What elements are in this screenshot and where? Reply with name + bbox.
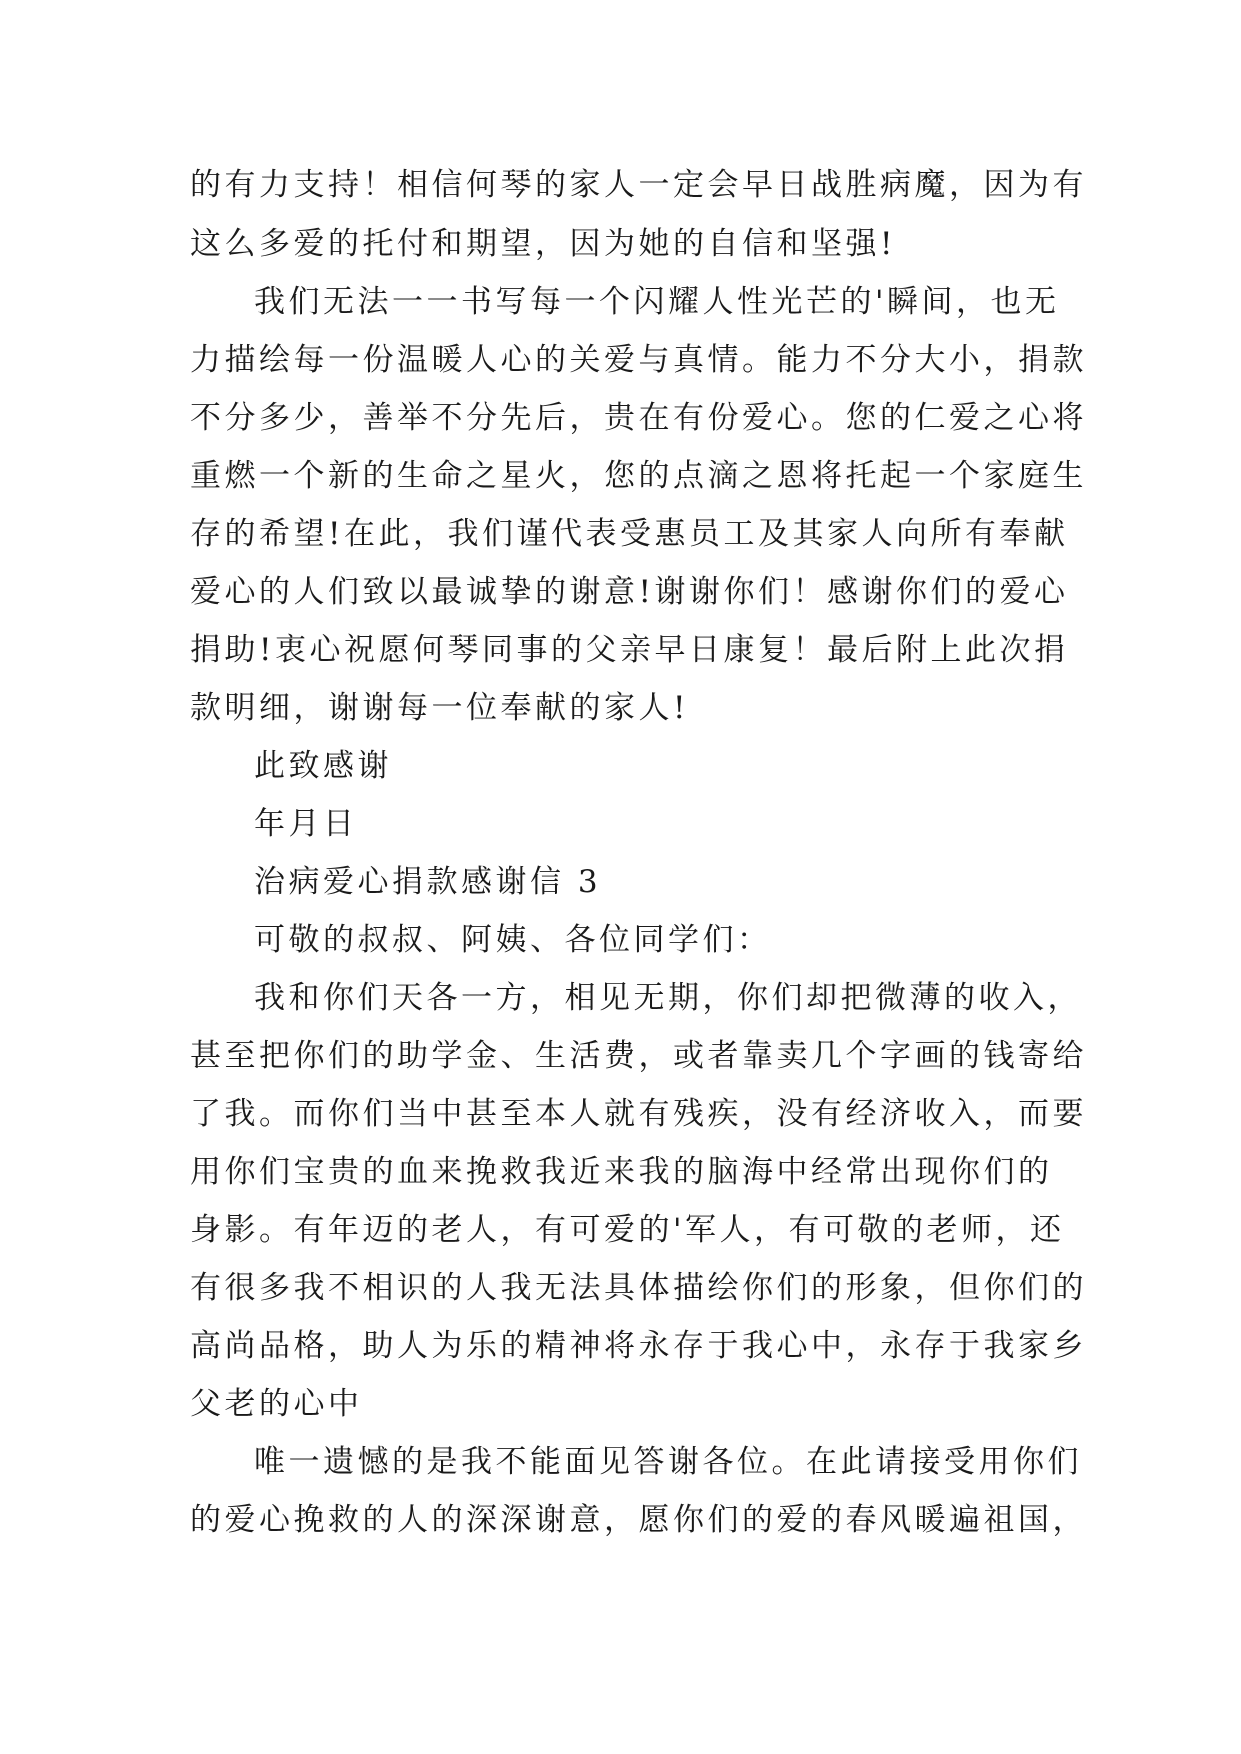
text-line: 父老的心中 [190,1386,363,1422]
paragraph-start-line: 我和你们天各一方，相见无期，你们却把微薄的收入， [254,980,1082,1016]
text-line: 甚至把你们的助学金、生活费，或者靠卖几个字画的钱寄给 [190,1038,1087,1074]
letter-title: 治病爱心捐款感谢信 3 [254,864,602,900]
text-line: 高尚品格，助人为乐的精神将永存于我心中，永存于我家乡 [190,1328,1087,1364]
paragraph-start-line: 唯一遗憾的是我不能面见答谢各位。在此请接受用你们 [254,1444,1082,1480]
text-line: 力描绘每一份温暖人心的关爱与真情。能力不分大小，捐款 [190,342,1087,378]
paragraph-start-line: 我们无法一一书写每一个闪耀人性光芒的'瞬间，也无 [254,284,1060,320]
text-line: 身影。有年迈的老人，有可爱的'军人，有可敬的老师，还 [190,1212,1065,1248]
text-line: 爱心的人们致以最诚挚的谢意!谢谢你们！感谢你们的爱心 [190,574,1069,610]
text-line: 的爱心挽救的人的深深谢意，愿你们的爱的春风暖遍祖国， [190,1502,1087,1538]
text-line: 用你们宝贵的血来挽救我近来我的脑海中经常出现你们的 [190,1154,1053,1190]
text-line: 款明细，谢谢每一位奉献的家人! [190,690,689,726]
text-line: 有很多我不相识的人我无法具体描绘你们的形象，但你们的 [190,1270,1087,1306]
text-line: 重燃一个新的生命之星火，您的点滴之恩将托起一个家庭生 [190,458,1087,494]
letter-greeting: 可敬的叔叔、阿姨、各位同学们： [254,922,772,958]
date-line: 年月日 [254,806,358,842]
closing-salutation: 此致感谢 [254,748,392,784]
text-line: 捐助!衷心祝愿何琴同事的父亲早日康复！最后附上此次捐 [190,632,1069,668]
text-line: 这么多爱的托付和期望，因为她的自信和坚强! [190,226,896,262]
text-line: 了我。而你们当中甚至本人就有残疾，没有经济收入，而要 [190,1096,1087,1132]
text-line: 存的希望!在此，我们谨代表受惠员工及其家人向所有奉献 [190,516,1069,552]
text-line: 不分多少，善举不分先后，贵在有份爱心。您的仁爱之心将 [190,400,1087,436]
text-line: 的有力支持！相信何琴的家人一定会早日战胜病魔，因为有 [190,167,1087,203]
